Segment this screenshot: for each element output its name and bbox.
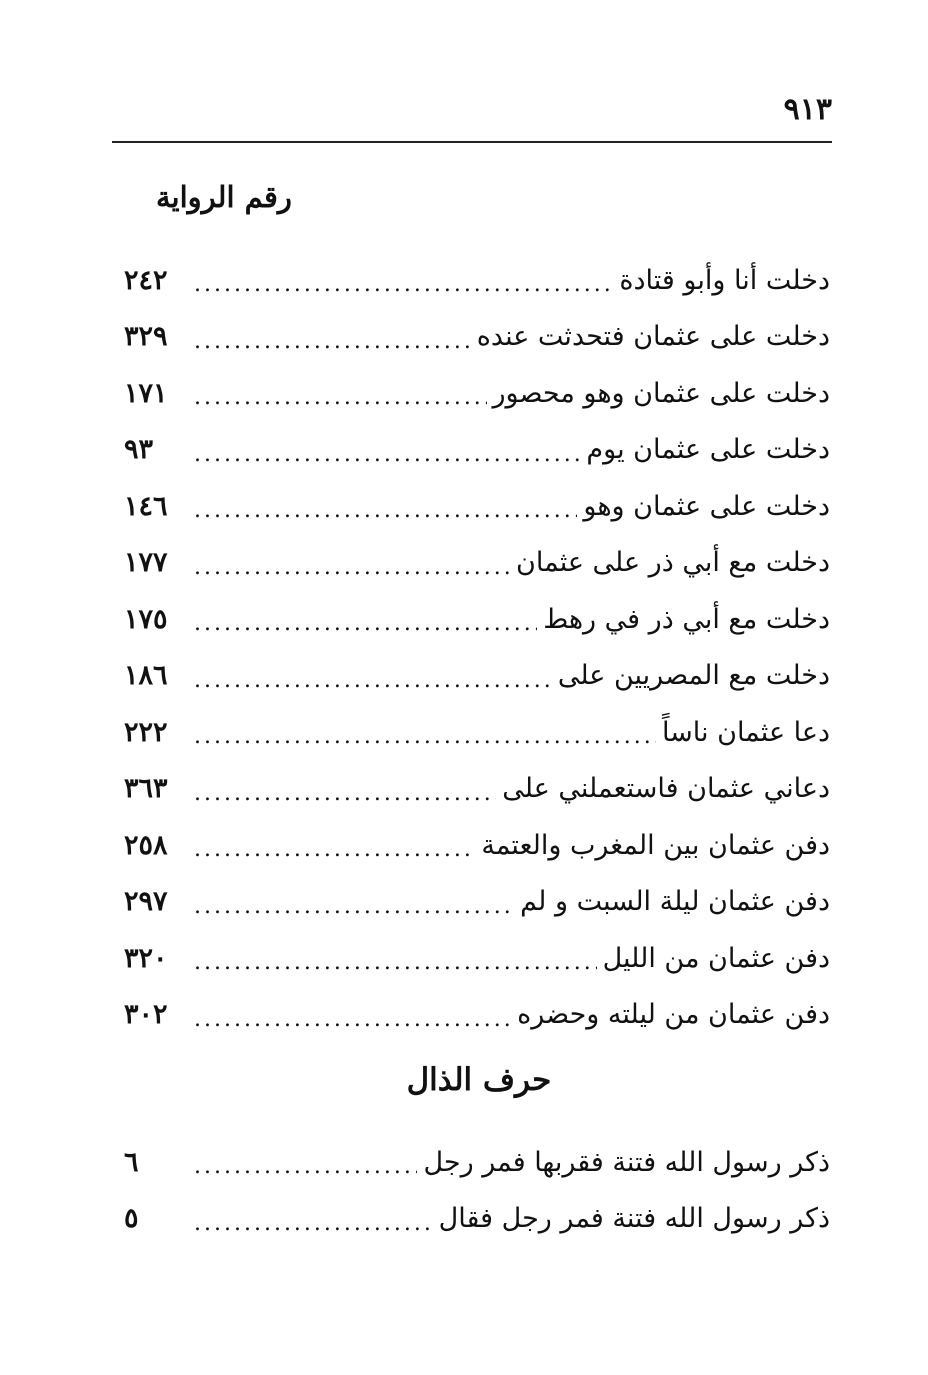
entry-text: دخلت مع المصريين على xyxy=(557,660,830,692)
index-entry xyxy=(124,309,830,366)
index-entry xyxy=(124,591,830,648)
entry-number: ٦ xyxy=(124,1146,139,1178)
entry-number: ٢٢٢ xyxy=(124,716,168,748)
index-list xyxy=(124,1134,830,1247)
dot-leader xyxy=(194,603,537,635)
entry-text: دفن عثمان ليلة السبت و لم xyxy=(520,886,830,918)
dot-leader xyxy=(194,321,471,353)
dot-leader xyxy=(194,377,487,409)
index-entry xyxy=(124,648,830,705)
dot-leader xyxy=(194,434,580,466)
entry-number: ٣٠٢ xyxy=(124,999,168,1031)
entry-text: دخلت على عثمان فتحدثت عنده xyxy=(476,321,830,353)
entry-text: دخلت على عثمان وهو محصور xyxy=(492,377,830,409)
entry-text: دخلت مع أبي ذر على عثمان xyxy=(516,547,830,579)
entry-number: ١٧٧ xyxy=(124,547,168,579)
column-label: رقم الرواية xyxy=(156,180,292,214)
dot-leader xyxy=(194,1203,433,1235)
index-entry xyxy=(124,761,830,818)
entry-number: ٢٩٧ xyxy=(124,886,168,918)
entry-number: ١٧٥ xyxy=(124,603,168,635)
index-entry xyxy=(124,704,830,761)
index-entry xyxy=(124,930,830,987)
dot-leader xyxy=(194,660,552,692)
dot-leader xyxy=(194,942,597,974)
dot-leader xyxy=(194,829,475,861)
index-entry xyxy=(124,1191,830,1248)
entry-number: ٢٤٢ xyxy=(124,264,168,296)
dot-leader xyxy=(194,999,511,1031)
section-heading-text: حرف الذال xyxy=(406,1062,552,1098)
header-rule xyxy=(112,141,832,143)
index-entry xyxy=(124,535,830,592)
entry-number: ١٤٦ xyxy=(124,490,168,522)
entry-text: دخلت على عثمان وهو xyxy=(583,490,830,522)
entry-number: ٣٦٣ xyxy=(124,773,168,805)
entry-number: ٥ xyxy=(124,1203,139,1235)
entry-text: ذكر رسول الله فتنة فمر رجل فقال xyxy=(438,1203,830,1235)
index-entry xyxy=(124,987,830,1044)
entry-text: دخلت مع أبي ذر في رهط xyxy=(543,603,830,635)
dot-leader xyxy=(194,886,514,918)
index-entry xyxy=(124,1134,830,1191)
dot-leader xyxy=(194,490,577,522)
entry-number: ٣٢٩ xyxy=(124,321,168,353)
index-entry xyxy=(124,478,830,535)
entry-number: ٣٢٠ xyxy=(124,942,168,974)
entry-number: ٩٣ xyxy=(124,434,154,466)
entry-text: دفن عثمان بين المغرب والعتمة xyxy=(481,829,830,861)
entry-text: دعاني عثمان فاستعملني على xyxy=(502,773,830,805)
index-entry xyxy=(124,874,830,931)
entry-text: دفن عثمان من ليلته وحضره xyxy=(517,999,830,1031)
dot-leader xyxy=(194,1146,417,1178)
entry-number: ١٨٦ xyxy=(124,660,168,692)
dot-leader xyxy=(194,547,510,579)
entry-text: ذكر رسول الله فتنة فقربها فمر رجل xyxy=(423,1146,830,1178)
dot-leader xyxy=(194,773,496,805)
section-heading xyxy=(0,1062,928,1098)
dot-leader xyxy=(194,716,656,748)
entry-number: ١٧١ xyxy=(124,377,168,409)
entry-text: دعا عثمان ناساً xyxy=(661,716,830,748)
index-entry xyxy=(124,422,830,479)
index-list xyxy=(124,252,830,1043)
entry-text: دخلت على عثمان يوم xyxy=(586,434,830,466)
entry-text: دفن عثمان من الليل xyxy=(602,942,830,974)
entry-text: دخلت أنا وأبو قتادة xyxy=(619,264,830,296)
index-entry xyxy=(124,817,830,874)
page-number: ٩١٣ xyxy=(783,92,832,127)
index-entry xyxy=(124,365,830,422)
entry-number: ٢٥٨ xyxy=(124,829,168,861)
index-entry xyxy=(124,252,830,309)
dot-leader xyxy=(194,264,613,296)
